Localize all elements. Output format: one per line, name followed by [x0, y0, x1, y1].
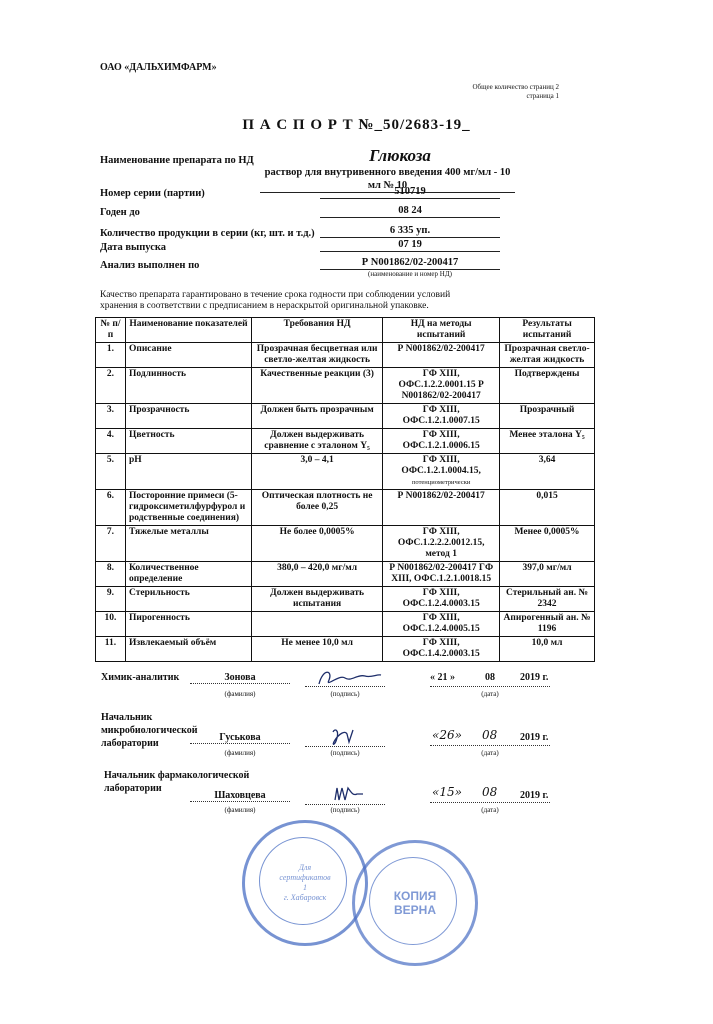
row-result: [500, 562, 595, 587]
row-result: [500, 343, 595, 368]
row-number-text: 3.: [106, 405, 115, 415]
analysis-caption: (наименование и номер НД): [368, 270, 452, 278]
signature-1-graphic: [305, 666, 385, 688]
row-indicator: [125, 343, 251, 368]
series-label: Номер серии (партии): [100, 188, 205, 199]
row-method: [383, 490, 500, 526]
row-requirement: [251, 454, 382, 490]
row-indicator-text: Извлекаемый объём: [128, 638, 217, 648]
row-indicator-text: Посторонние примеси (5-гидроксиметилфурфурол и родственные соединения): [128, 491, 246, 523]
row-indicator-text: Описание: [128, 344, 172, 354]
test-results-table: [95, 317, 595, 662]
row-number: [96, 368, 126, 404]
row-number-text: 11.: [104, 638, 117, 648]
row-requirement-text: Не менее 10,0 мл: [281, 638, 353, 648]
row-indicator: [125, 637, 251, 662]
row-method-text: ГФ XIII, ОФС.1.2.1.0006.15: [402, 430, 480, 451]
sig1-day: « 21 »: [430, 672, 455, 683]
row-method: [383, 562, 500, 587]
sig1-year: 2019 г.: [520, 672, 549, 683]
row-number-text: 2.: [106, 369, 115, 379]
sig2-caption-surname: (фамилия): [224, 749, 256, 757]
sig2-name: Гуськова: [190, 732, 290, 744]
row-result-text: Подтверждены: [514, 369, 580, 379]
sig1-signature: [305, 666, 385, 687]
copy-seal-text-2: ВЕРНА: [393, 903, 436, 917]
table-row: [96, 490, 595, 526]
row-number-text: 5.: [106, 455, 115, 465]
row-result-text: Менее 0,0005%: [514, 527, 580, 537]
pages-total: Общее количество страниц 2: [472, 83, 559, 91]
row-requirement-text: Должен выдерживать испытания: [270, 588, 365, 609]
row-requirement: [251, 612, 382, 637]
drug-name: Глюкоза: [369, 146, 431, 165]
row-method-text: Р N001862/02-200417: [397, 491, 485, 501]
sig2-role: Начальник микробиологической лаборатории: [101, 712, 198, 749]
row-result: [500, 612, 595, 637]
row-indicator: [125, 368, 251, 404]
expiry-label: Годен до: [100, 207, 140, 218]
row-requirement-text: 380,0 – 420,0 мг/мл: [277, 563, 358, 573]
sig1-name: Зонова: [190, 672, 290, 684]
row-number: [96, 526, 126, 562]
row-result: [500, 637, 595, 662]
row-method: [383, 368, 500, 404]
quantity-value: 6 335 уп.: [320, 224, 500, 238]
sig3-signature: [305, 782, 385, 805]
row-result-text: Прозрачная светло-желтая жидкость: [504, 344, 590, 365]
table-header-row: [96, 318, 595, 343]
sig3-name: Шаховцева: [190, 790, 290, 802]
sig3-year: 2019 г.: [520, 790, 549, 801]
sig3-caption-surname: (фамилия): [224, 806, 256, 814]
quality-statement: Качество препарата гарантировано в течение срока годности при соблюдении условий хранения в соответствии с предписанием в нераскрытой оригинальной упаковке.: [100, 290, 451, 311]
row-number-text: 8.: [106, 563, 115, 573]
release-value: 07 19: [320, 238, 500, 252]
table-row: [96, 587, 595, 612]
row-requirement: [251, 404, 382, 429]
col-number: № п/п: [96, 318, 126, 343]
row-result: [500, 490, 595, 526]
row-result-text: 10,0 мл: [531, 638, 563, 648]
sig1-date-line: [430, 686, 550, 687]
row-requirement: [251, 429, 382, 454]
seal-city: г. Хабаровск: [283, 893, 327, 902]
sig3-month: 08: [482, 785, 498, 799]
sig1-caption-surname: (фамилия): [224, 690, 256, 698]
release-label: Дата выпуска: [100, 242, 167, 253]
table-row: [96, 368, 595, 404]
row-number: [96, 404, 126, 429]
row-requirement-text: Качественные реакции (3): [260, 369, 374, 379]
row-number-text: 6.: [106, 491, 115, 501]
row-number: [96, 637, 126, 662]
row-method-text: Р N001862/02-200417: [397, 344, 485, 354]
signature-2-graphic: [305, 724, 385, 748]
row-result-text: Стерильный ан. № 2342: [506, 588, 589, 609]
sig2-year: 2019 г.: [520, 732, 549, 743]
row-requirement: [251, 587, 382, 612]
row-result-text: 0,015: [536, 491, 558, 501]
table-row: [96, 343, 595, 368]
table-row: [96, 429, 595, 454]
col-requirement: Требования НД: [251, 318, 382, 343]
row-requirement-text: Прозрачная бесцветная или светло-желтая жидкость: [256, 344, 378, 365]
row-result: [500, 368, 595, 404]
sig2-day: «26»: [432, 728, 462, 742]
row-method-text: ГФ XIII, ОФС.1.2.1.0007.15: [402, 405, 480, 426]
row-number: [96, 454, 126, 490]
sig1-caption-date: (дата): [481, 690, 499, 698]
sig1-role: Химик-аналитик: [101, 672, 180, 683]
col-result: Результаты испытаний: [500, 318, 595, 343]
table-row: [96, 526, 595, 562]
row-requirement: [251, 562, 382, 587]
row-result-text: Прозрачный: [519, 405, 575, 415]
company-seal-center: [245, 863, 365, 903]
drug-label: Наименование препарата по НД: [100, 155, 254, 166]
row-number-text: 9.: [106, 588, 115, 598]
row-method-text: ГФ XIII, ОФС.1.2.2.0001.15 Р N001862/02-200417: [398, 369, 484, 401]
row-result: [500, 454, 595, 490]
sig2-caption-date: (дата): [481, 749, 499, 757]
row-result: [500, 404, 595, 429]
table-row: [96, 404, 595, 429]
row-indicator: [125, 526, 251, 562]
row-method: [383, 454, 500, 490]
row-requirement-text: Не более 0,0005%: [279, 527, 355, 537]
row-method: [383, 343, 500, 368]
row-number-text: 10.: [104, 613, 117, 623]
row-method: [383, 637, 500, 662]
copy-seal-text-1: КОПИЯ: [393, 889, 437, 903]
analysis-label: Анализ выполнен по: [100, 260, 200, 271]
col-indicator: Наименование показателей: [125, 318, 251, 343]
row-indicator: [125, 429, 251, 454]
row-number: [96, 587, 126, 612]
row-number: [96, 429, 126, 454]
quantity-label: Количество продукции в серии (кг, шт. и т.д.): [100, 228, 315, 239]
row-requirement: [251, 526, 382, 562]
table-row: [96, 637, 595, 662]
row-indicator: [125, 454, 251, 490]
row-result-text: Апирогенный ан. № 1196: [503, 613, 591, 634]
row-indicator-text: Тяжелые металлы: [128, 527, 209, 537]
row-method-note: потенциометрически: [411, 479, 471, 486]
row-number: [96, 612, 126, 637]
row-method-text: ГФ XIII, ОФС.1.2.4.0003.15: [402, 588, 480, 609]
row-method-text: ГФ XIII, ОФС.1.2.1.0004.15,: [401, 455, 481, 476]
row-indicator: [125, 587, 251, 612]
copy-seal: [352, 840, 478, 966]
row-requirement-text: 3,0 – 4,1: [300, 455, 334, 465]
row-number-text: 1.: [106, 344, 115, 354]
row-indicator: [125, 562, 251, 587]
row-indicator-text: Пирогенность: [128, 613, 190, 623]
table-row: [96, 562, 595, 587]
sig3-date-line: [430, 802, 550, 803]
signature-3-graphic: [305, 782, 385, 806]
sig3-caption-signature: (подпись): [330, 806, 360, 814]
table-row: [96, 612, 595, 637]
row-requirement: [251, 343, 382, 368]
row-number: [96, 490, 126, 526]
sig3-day: «15»: [432, 785, 462, 799]
seal-text-3: 1: [303, 883, 307, 892]
page-number: страница 1: [526, 92, 559, 100]
page-counter: [473, 83, 560, 101]
col-method: НД на методы испытаний: [383, 318, 500, 343]
sig2-date-line: [430, 745, 550, 746]
sig1-caption-signature: (подпись): [330, 690, 360, 698]
row-indicator-text: рН: [128, 455, 142, 465]
sig1-month: 08: [485, 672, 495, 683]
row-method: [383, 526, 500, 562]
row-indicator: [125, 490, 251, 526]
sig2-signature: [305, 724, 385, 747]
row-result: [500, 587, 595, 612]
row-method: [383, 587, 500, 612]
row-indicator: [125, 612, 251, 637]
row-indicator-text: Количественное определение: [128, 563, 199, 584]
expiry-value: 08 24: [320, 204, 500, 218]
analysis-value: Р N001862/02-200417: [320, 256, 500, 270]
row-method: [383, 429, 500, 454]
row-method: [383, 612, 500, 637]
row-result: [500, 429, 595, 454]
company-name: ОАО «ДАЛЬХИМФАРМ»: [100, 62, 217, 73]
row-result: [500, 526, 595, 562]
sig2-month: 08: [482, 728, 498, 742]
row-number: [96, 562, 126, 587]
row-method-text: ГФ XIII, ОФС.1.2.4.0005.15: [402, 613, 480, 634]
copy-seal-center: [355, 889, 475, 917]
row-indicator-text: Подлинность: [128, 369, 187, 379]
row-method-text: ГФ XIII, ОФС.1.4.2.0003.15: [402, 638, 480, 659]
series-value: 510719: [320, 185, 500, 199]
row-result-text: Менее эталона Y₅: [509, 430, 585, 440]
row-method-text: Р N001862/02-200417 ГФ XIII, ОФС.1.2.1.0018.15: [389, 563, 494, 584]
row-requirement: [251, 490, 382, 526]
table-row: [96, 454, 595, 490]
document-title: П А С П О Р Т №_50/2683-19_: [242, 117, 471, 133]
sig3-caption-date: (дата): [481, 806, 499, 814]
row-indicator: [125, 404, 251, 429]
drug-description: раствор для внутривенного введения 400 мг/мл - 10 мл № 10: [260, 166, 515, 193]
row-indicator-text: Прозрачность: [128, 405, 190, 415]
row-number-text: 7.: [106, 527, 115, 537]
row-result-text: 3,64: [538, 455, 556, 465]
row-number-text: 4.: [106, 430, 115, 440]
seal-text-1: Для: [298, 863, 312, 872]
row-requirement-text: Оптическая плотность не более 0,25: [261, 491, 373, 512]
row-requirement-text: Должен быть прозрачным: [260, 405, 374, 415]
row-indicator-text: Цветность: [128, 430, 175, 440]
row-requirement-text: Должен выдерживать сравнение с эталоном Y₅: [264, 430, 370, 451]
row-requirement: [251, 368, 382, 404]
row-number: [96, 343, 126, 368]
sig3-role: Начальник фармакологической лаборатории: [104, 770, 250, 794]
row-requirement: [251, 637, 382, 662]
seal-text-2: сертификатов: [279, 873, 331, 882]
sig2-caption-signature: (подпись): [330, 749, 360, 757]
row-indicator-text: Стерильность: [128, 588, 190, 598]
row-method-text: ГФ XIII, ОФС.1.2.2.2.0012.15, метод 1: [397, 527, 485, 559]
company-seal: [242, 820, 368, 946]
row-result-text: 397,0 мг/мл: [522, 563, 572, 573]
row-method: [383, 404, 500, 429]
